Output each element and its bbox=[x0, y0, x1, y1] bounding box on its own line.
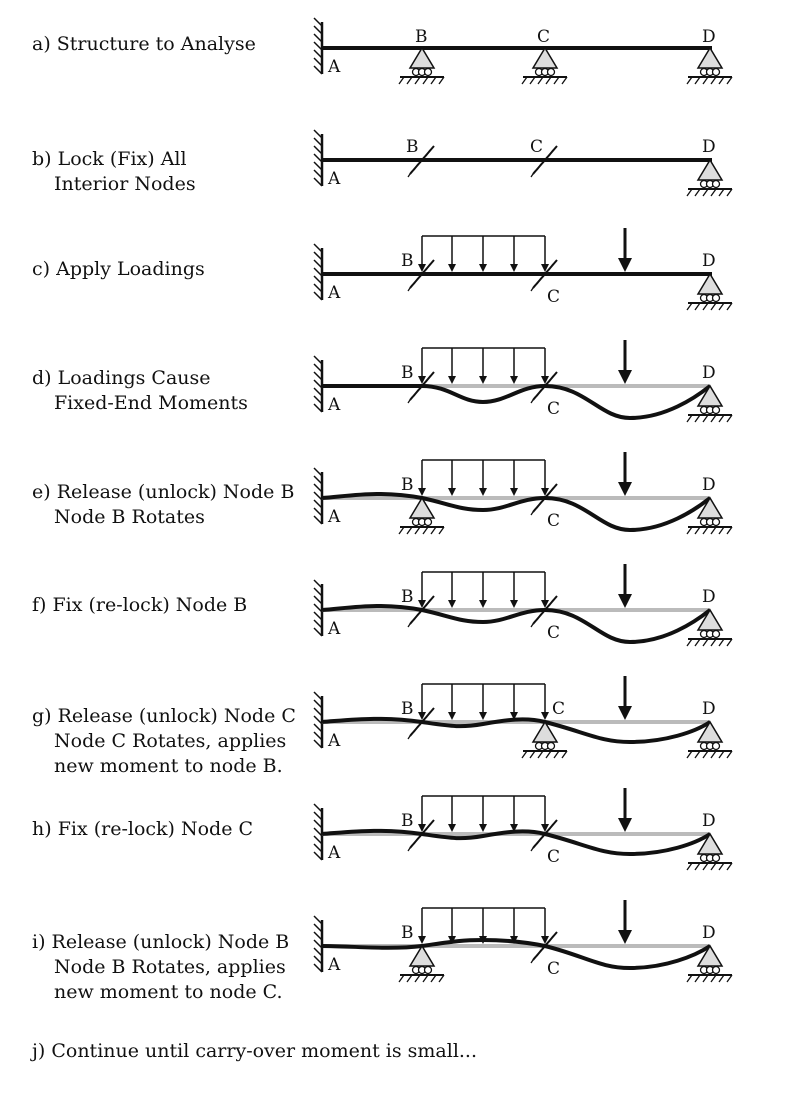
point-load bbox=[618, 900, 632, 944]
node-label-b: B bbox=[401, 587, 414, 607]
node-label-b: B bbox=[401, 363, 414, 383]
node-label-c: C bbox=[530, 137, 544, 157]
roller-support-b bbox=[399, 946, 444, 982]
roller-support-d bbox=[687, 722, 732, 758]
node-label-c: C bbox=[547, 399, 561, 419]
node-label-a: A bbox=[328, 395, 341, 415]
node-label-d: D bbox=[702, 811, 716, 831]
node-label-a: A bbox=[328, 731, 341, 751]
step-e-line-1: e) Release (unlock) Node B bbox=[32, 481, 295, 503]
roller-support-d bbox=[687, 160, 732, 196]
beam-diagram-i bbox=[300, 896, 740, 996]
step-i-line-1: i) Release (unlock) Node B bbox=[32, 931, 290, 953]
point-load bbox=[618, 564, 632, 608]
step-b-label bbox=[32, 147, 196, 197]
step-d-line-1: d) Loadings Cause bbox=[32, 367, 211, 389]
distributed-load bbox=[418, 572, 549, 608]
node-label-b: B bbox=[401, 923, 414, 943]
point-load bbox=[618, 452, 632, 496]
node-label-d: D bbox=[702, 587, 716, 607]
step-h-line-1: h) Fix (re-lock) Node C bbox=[32, 818, 254, 840]
step-d-line-2: Fixed-End Moments bbox=[54, 392, 248, 414]
beam-diagram-h bbox=[300, 784, 740, 884]
fixed-support-a bbox=[314, 244, 322, 300]
node-label-b: B bbox=[406, 137, 419, 157]
point-load bbox=[618, 228, 632, 272]
step-a-label bbox=[32, 32, 256, 57]
step-g-label bbox=[32, 704, 296, 779]
distributed-load bbox=[418, 348, 549, 384]
beam-diagram-a bbox=[300, 0, 740, 100]
node-label-d: D bbox=[702, 251, 716, 271]
fixed-support-a bbox=[314, 356, 322, 412]
fixed-support-a bbox=[314, 580, 322, 636]
node-label-c: C bbox=[547, 959, 561, 979]
step-b-line-2: Interior Nodes bbox=[54, 173, 196, 195]
node-label-c: C bbox=[547, 623, 561, 643]
beam-diagram-e bbox=[300, 448, 740, 548]
beam-diagram-d bbox=[300, 336, 740, 436]
point-load bbox=[618, 340, 632, 384]
step-g-line-2: Node C Rotates, applies bbox=[54, 730, 287, 752]
fixed-support-a bbox=[314, 130, 322, 186]
step-f-label bbox=[32, 593, 247, 618]
node-label-d: D bbox=[702, 363, 716, 383]
step-i-line-2: Node B Rotates, applies bbox=[54, 956, 286, 978]
step-g-line-3: new moment to node B. bbox=[54, 755, 283, 777]
node-label-a: A bbox=[328, 619, 341, 639]
node-label-b: B bbox=[401, 811, 414, 831]
point-load bbox=[618, 676, 632, 720]
roller-support-d bbox=[687, 834, 732, 870]
roller-support-b bbox=[399, 48, 444, 84]
node-label-a: A bbox=[328, 57, 341, 77]
beam-diagram-f bbox=[300, 560, 740, 660]
step-g-line-1: g) Release (unlock) Node C bbox=[32, 705, 296, 727]
node-label-c: C bbox=[547, 847, 561, 867]
step-b-line-1: b) Lock (Fix) All bbox=[32, 148, 187, 170]
node-label-b: B bbox=[401, 475, 414, 495]
node-label-a: A bbox=[328, 169, 341, 189]
fixed-support-a bbox=[314, 692, 322, 748]
node-label-c: C bbox=[537, 27, 551, 47]
step-e-label bbox=[32, 480, 294, 530]
node-label-d: D bbox=[702, 923, 716, 943]
roller-support-d bbox=[687, 386, 732, 422]
beam-diagram-b bbox=[300, 110, 740, 210]
node-label-d: D bbox=[702, 699, 716, 719]
step-e-line-2: Node B Rotates bbox=[54, 506, 205, 528]
step-i-line-3: new moment to node C. bbox=[54, 981, 283, 1003]
step-c-label bbox=[32, 257, 205, 282]
node-label-a: A bbox=[328, 843, 341, 863]
node-label-a: A bbox=[328, 283, 341, 303]
final-note: j) Continue until carry-over moment is small... bbox=[32, 1040, 478, 1062]
fixed-support-a bbox=[314, 916, 322, 972]
distributed-load bbox=[418, 796, 549, 832]
deflected-beam bbox=[322, 386, 710, 418]
node-label-c: C bbox=[552, 699, 566, 719]
node-label-d: D bbox=[702, 137, 716, 157]
node-label-c: C bbox=[547, 511, 561, 531]
fixed-support-a bbox=[314, 18, 322, 74]
node-label-a: A bbox=[328, 955, 341, 975]
beam-diagram-g bbox=[300, 672, 740, 772]
step-c-line-1: c) Apply Loadings bbox=[32, 258, 205, 280]
step-h-label bbox=[32, 817, 253, 842]
node-label-b: B bbox=[401, 251, 414, 271]
roller-support-d bbox=[687, 48, 732, 84]
roller-support-d bbox=[687, 498, 732, 534]
fixed-support-a bbox=[314, 468, 322, 524]
distributed-load bbox=[418, 460, 549, 496]
distributed-load bbox=[418, 236, 549, 272]
distributed-load bbox=[418, 684, 549, 720]
node-label-a: A bbox=[328, 507, 341, 527]
roller-support-d bbox=[687, 946, 732, 982]
node-label-c: C bbox=[547, 287, 561, 307]
node-label-b: B bbox=[401, 699, 414, 719]
node-label-d: D bbox=[702, 27, 716, 47]
fixed-support-a bbox=[314, 804, 322, 860]
point-load bbox=[618, 788, 632, 832]
beam-diagram-c bbox=[300, 224, 740, 324]
step-a-line-1: a) Structure to Analyse bbox=[32, 33, 256, 55]
step-f-line-1: f) Fix (re-lock) Node B bbox=[32, 594, 248, 616]
step-i-label bbox=[32, 930, 289, 1005]
step-d-label bbox=[32, 366, 248, 416]
roller-support-c bbox=[522, 48, 567, 84]
roller-support-d bbox=[687, 274, 732, 310]
node-label-d: D bbox=[702, 475, 716, 495]
node-label-b: B bbox=[415, 27, 428, 47]
roller-support-d bbox=[687, 610, 732, 646]
